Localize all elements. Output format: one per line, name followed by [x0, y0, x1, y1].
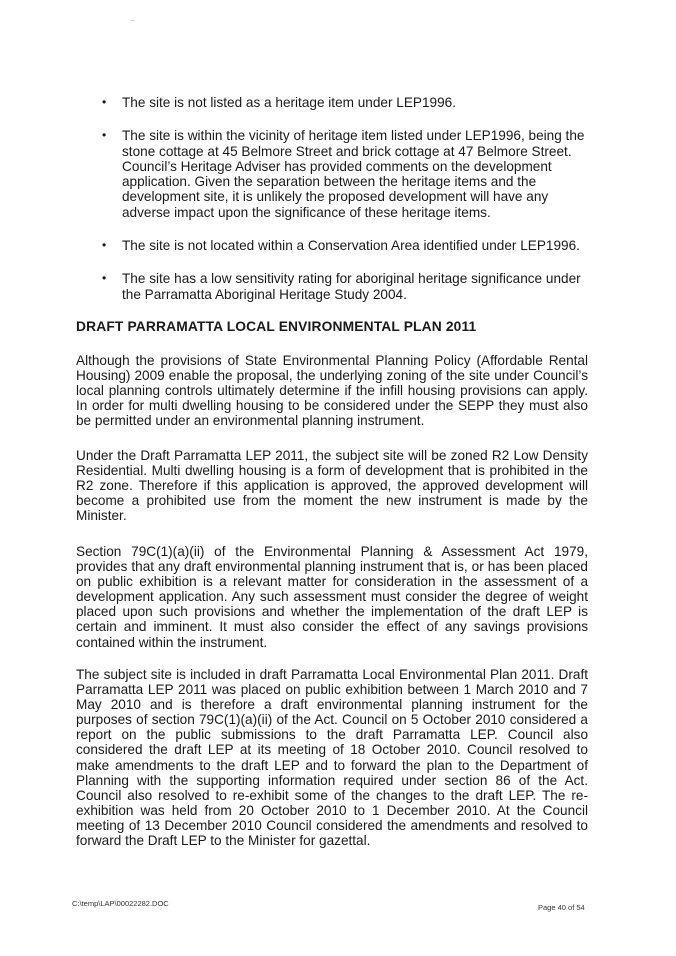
paragraph-affordable-housing: Although the provisions of State Environmental Planning Policy (Affordable Rental Housing) 2009 enable the proposal, the underlying zoning of the site under Council’s local planning controls ultimately determine if the infill housing provisions can apply. In order for multi dwelling housing to be considered under the SEPP they must also be permitted under an environmental planning instrument.: [76, 353, 588, 429]
bullet-icon: •: [102, 95, 107, 109]
bullet-item: [98, 238, 598, 253]
bullet-text: The site has a low sensitivity rating for aboriginal heritage significance under the Parramatta Aboriginal Heritage Study 2004.: [122, 271, 581, 302]
bullet-item: [98, 271, 598, 302]
bullet-icon: •: [102, 128, 107, 143]
paragraph-zoning: Under the Draft Parramatta LEP 2011, the subject site will be zoned R2 Low Density Residential. Multi dwelling housing is a form of development that is prohibited in the R2 zone. Therefore if this application is approved, the approved development will become a prohibited use from the moment the new instrument is made by the Minister.: [76, 448, 588, 524]
paragraph-exhibition-history: The subject site is included in draft Parramatta Local Environmental Plan 2011. Draft Parramatta LEP 2011 was placed on public exhibition between 1 March 2010 and 7 May 2010 and is therefore a draft environmental planning instrument for the purposes of section 79C(1)(a)(ii) of the Act. Council on 5 October 2010 considered a report on the public submissions to the draft Parramatta LEP. Council also considered the draft LEP at its meeting of 18 October 2010. Council resolved to make amendments to the draft LEP and to forward the plan to the Department of Planning with the supporting information required under section 86 of the Act. Council also resolved to re-exhibit some of the changes to the draft LEP. The re-exhibition was held from 20 October 2010 to 1 December 2010. At the Council meeting of 13 December 2010 Council considered the amendments and resolved to forward the Draft LEP to the Minister for gazettal.: [76, 667, 588, 849]
bullet-item: [98, 128, 598, 220]
bullet-icon: •: [102, 238, 107, 253]
scan-artifact: [131, 20, 135, 21]
bullet-item: [98, 95, 598, 110]
section-heading: DRAFT PARRAMATTA LOCAL ENVIRONMENTAL PLAN 2011: [76, 319, 477, 334]
footer-page-number: Page 40 of 54: [538, 903, 585, 912]
bullet-text: The site is not listed as a heritage item under LEP1996.: [122, 95, 456, 110]
bullet-icon: •: [102, 271, 107, 286]
bullet-text: The site is within the vicinity of heritage item listed under LEP1996, being the stone cottage at 45 Belmore Street and brick cottage at 47 Belmore Street. Council’s Heritage Adviser has provided comments on the development application. Given the separation between the heritage items and the development site, it is unlikely the proposed development will have any adverse impact upon the significance of these heritage items.: [122, 128, 585, 220]
bullet-text: The site is not located within a Conservation Area identified under LEP1996.: [122, 238, 580, 254]
paragraph-section-79c: Section 79C(1)(a)(ii) of the Environmental Planning & Assessment Act 1979, provides that any draft environmental planning instrument that is, or has been placed on public exhibition is a relevant matter for consideration in the assessment of a development application. Any such assessment must consider the degree of weight placed upon such provisions and whether the implementation of the draft LEP is certain and imminent. It must also consider the effect of any savings provisions contained within the instrument.: [76, 544, 588, 650]
heritage-bullet-list: [98, 95, 598, 320]
footer-file-path: C:\temp\LAP\00022282.DOC: [72, 899, 169, 908]
